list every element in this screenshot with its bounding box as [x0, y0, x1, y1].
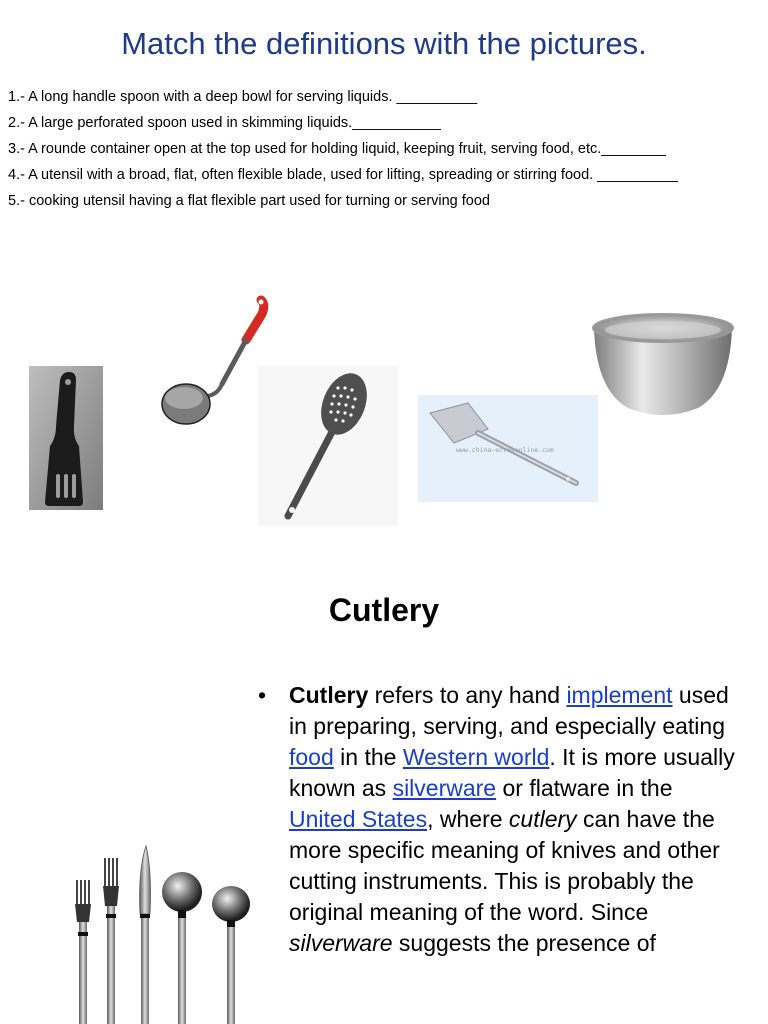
bullet: • [258, 682, 267, 708]
fork-small [75, 880, 91, 1024]
text-segment: can have the more specific meaning of knives and other cutting instruments. This is probably the original meaning of the word. Since [289, 806, 720, 925]
term-cutlery: Cutlery [289, 682, 369, 708]
fork-large [103, 858, 119, 1024]
link-food[interactable]: food [289, 744, 334, 770]
ladle-image [160, 292, 272, 428]
link-implement[interactable]: implement [566, 682, 673, 708]
spatula-watermark: www.china-ecrosonline.com [456, 446, 554, 454]
text-segment: used in preparing, serving, and especially eating [289, 682, 729, 739]
definition-3: 3.- A rounde container open at the top used for holding liquid, keeping fruit, serving food, etc.________ [8, 141, 666, 157]
page-title: Match the definitions with the pictures. [121, 26, 647, 61]
section-title: Cutlery [328, 592, 440, 628]
definition-5: 5.- cooking utensil having a flat flexible part used for turning or serving food [8, 193, 490, 209]
link-silverware[interactable]: silverware [392, 775, 497, 801]
spatula-image [418, 395, 598, 502]
skimmer-image [258, 366, 398, 526]
definition-2: 2.- A large perforated spoon used in skimming liquids.___________ [8, 115, 441, 131]
definition-4: 4.- A utensil with a broad, flat, often flexible blade, used for lifting, spreading or stirring food. __________ [8, 167, 678, 183]
bowl-image [588, 310, 738, 418]
text-segment: . It is more usually known as [289, 744, 735, 801]
italic-cutlery: cutlery [508, 806, 577, 832]
definition-1: 1.- A long handle spoon with a deep bowl for serving liquids. __________ [8, 89, 478, 105]
link-western-world[interactable]: Western world [402, 744, 550, 770]
italic-silverware: silverware [289, 930, 393, 956]
definitions-list [8, 84, 760, 214]
link-united-states[interactable]: United States [289, 806, 428, 832]
text-segment: , where [427, 806, 509, 832]
spoon-small [212, 886, 250, 1024]
text-segment: or flatware in the [496, 775, 673, 801]
cutlery-paragraph [258, 680, 738, 959]
spoon-large [162, 872, 202, 1024]
text-segment: in the [333, 744, 403, 770]
text-segment: refers to any hand [368, 682, 567, 708]
cutlery-set-image [66, 840, 256, 1024]
text-segment: suggests the presence of [392, 930, 656, 956]
knife [140, 846, 151, 1024]
slotted-turner-image [29, 366, 103, 510]
